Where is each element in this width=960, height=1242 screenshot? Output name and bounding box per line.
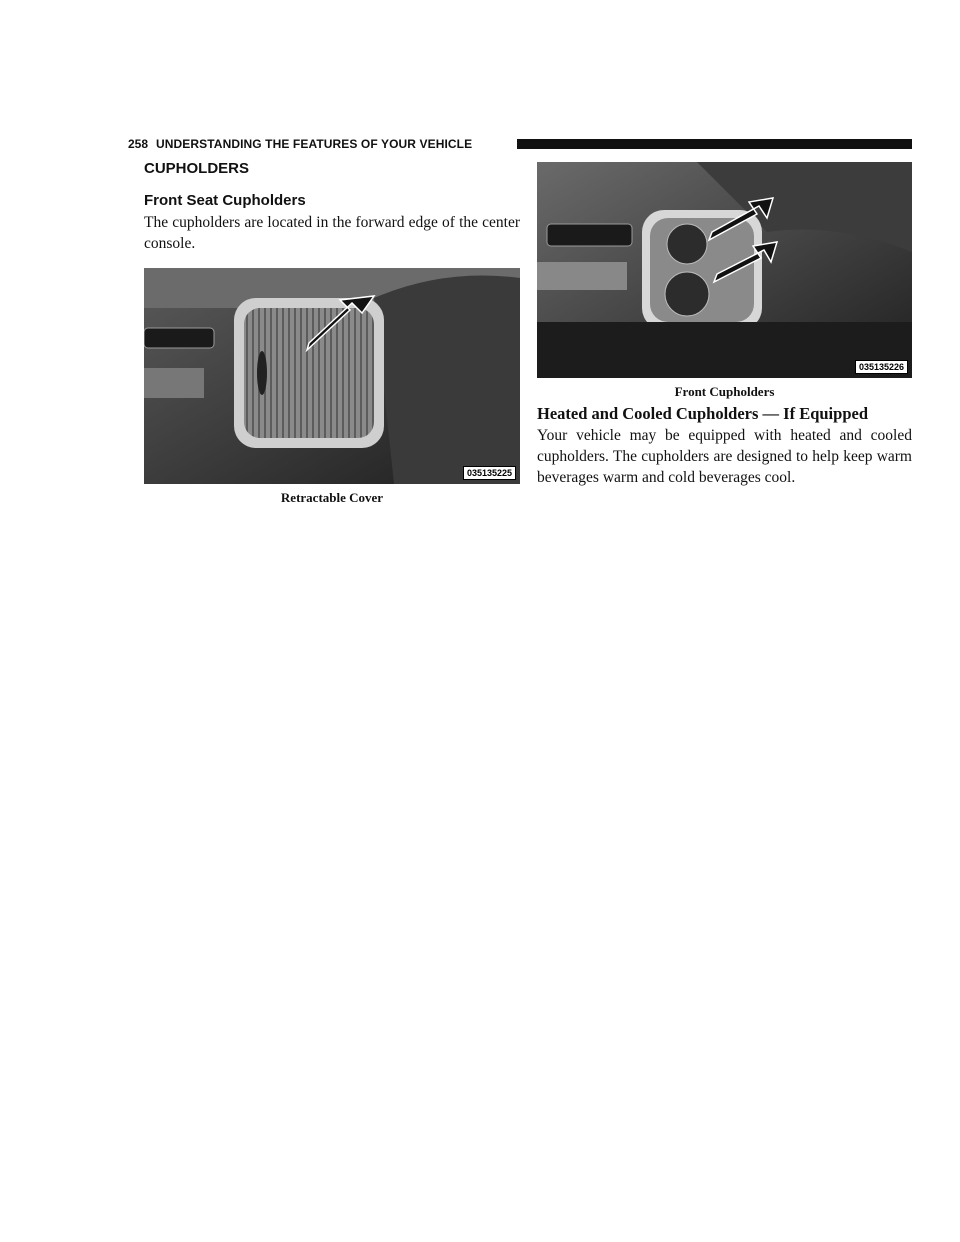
retractable-cover-photo-code: 035135225 bbox=[463, 466, 516, 480]
header-rule bbox=[517, 139, 912, 149]
front-seat-heading: Front Seat Cupholders bbox=[144, 192, 306, 209]
front-cupholders-photo bbox=[537, 162, 912, 378]
right-column bbox=[537, 162, 912, 488]
heated-cooled-heading: Heated and Cooled Cupholders — If Equipped bbox=[537, 404, 868, 423]
retractable-cover-caption: Retractable Cover bbox=[280, 490, 384, 505]
front-seat-body: The cupholders are located in the forward edge of the center console. bbox=[144, 214, 520, 252]
page-number: 258 bbox=[128, 137, 149, 151]
section-title: CUPHOLDERS bbox=[144, 160, 250, 177]
front-cupholders-illustration bbox=[537, 162, 912, 378]
front-cupholders-caption: Front Cupholders bbox=[674, 384, 775, 399]
left-column bbox=[144, 160, 520, 506]
heated-cooled-body: Your vehicle may be equipped with heated and cooled cupholders. The cupholders are designed to help keep warm beverages warm and cold beverages cool. bbox=[537, 427, 912, 486]
retractable-cover-photo bbox=[144, 268, 520, 484]
page-header bbox=[128, 137, 912, 153]
front-cupholders-photo-code: 035135226 bbox=[855, 360, 908, 374]
retractable-cover-illustration bbox=[144, 268, 520, 484]
page-header-title: UNDERSTANDING THE FEATURES OF YOUR VEHICLE bbox=[156, 137, 473, 151]
